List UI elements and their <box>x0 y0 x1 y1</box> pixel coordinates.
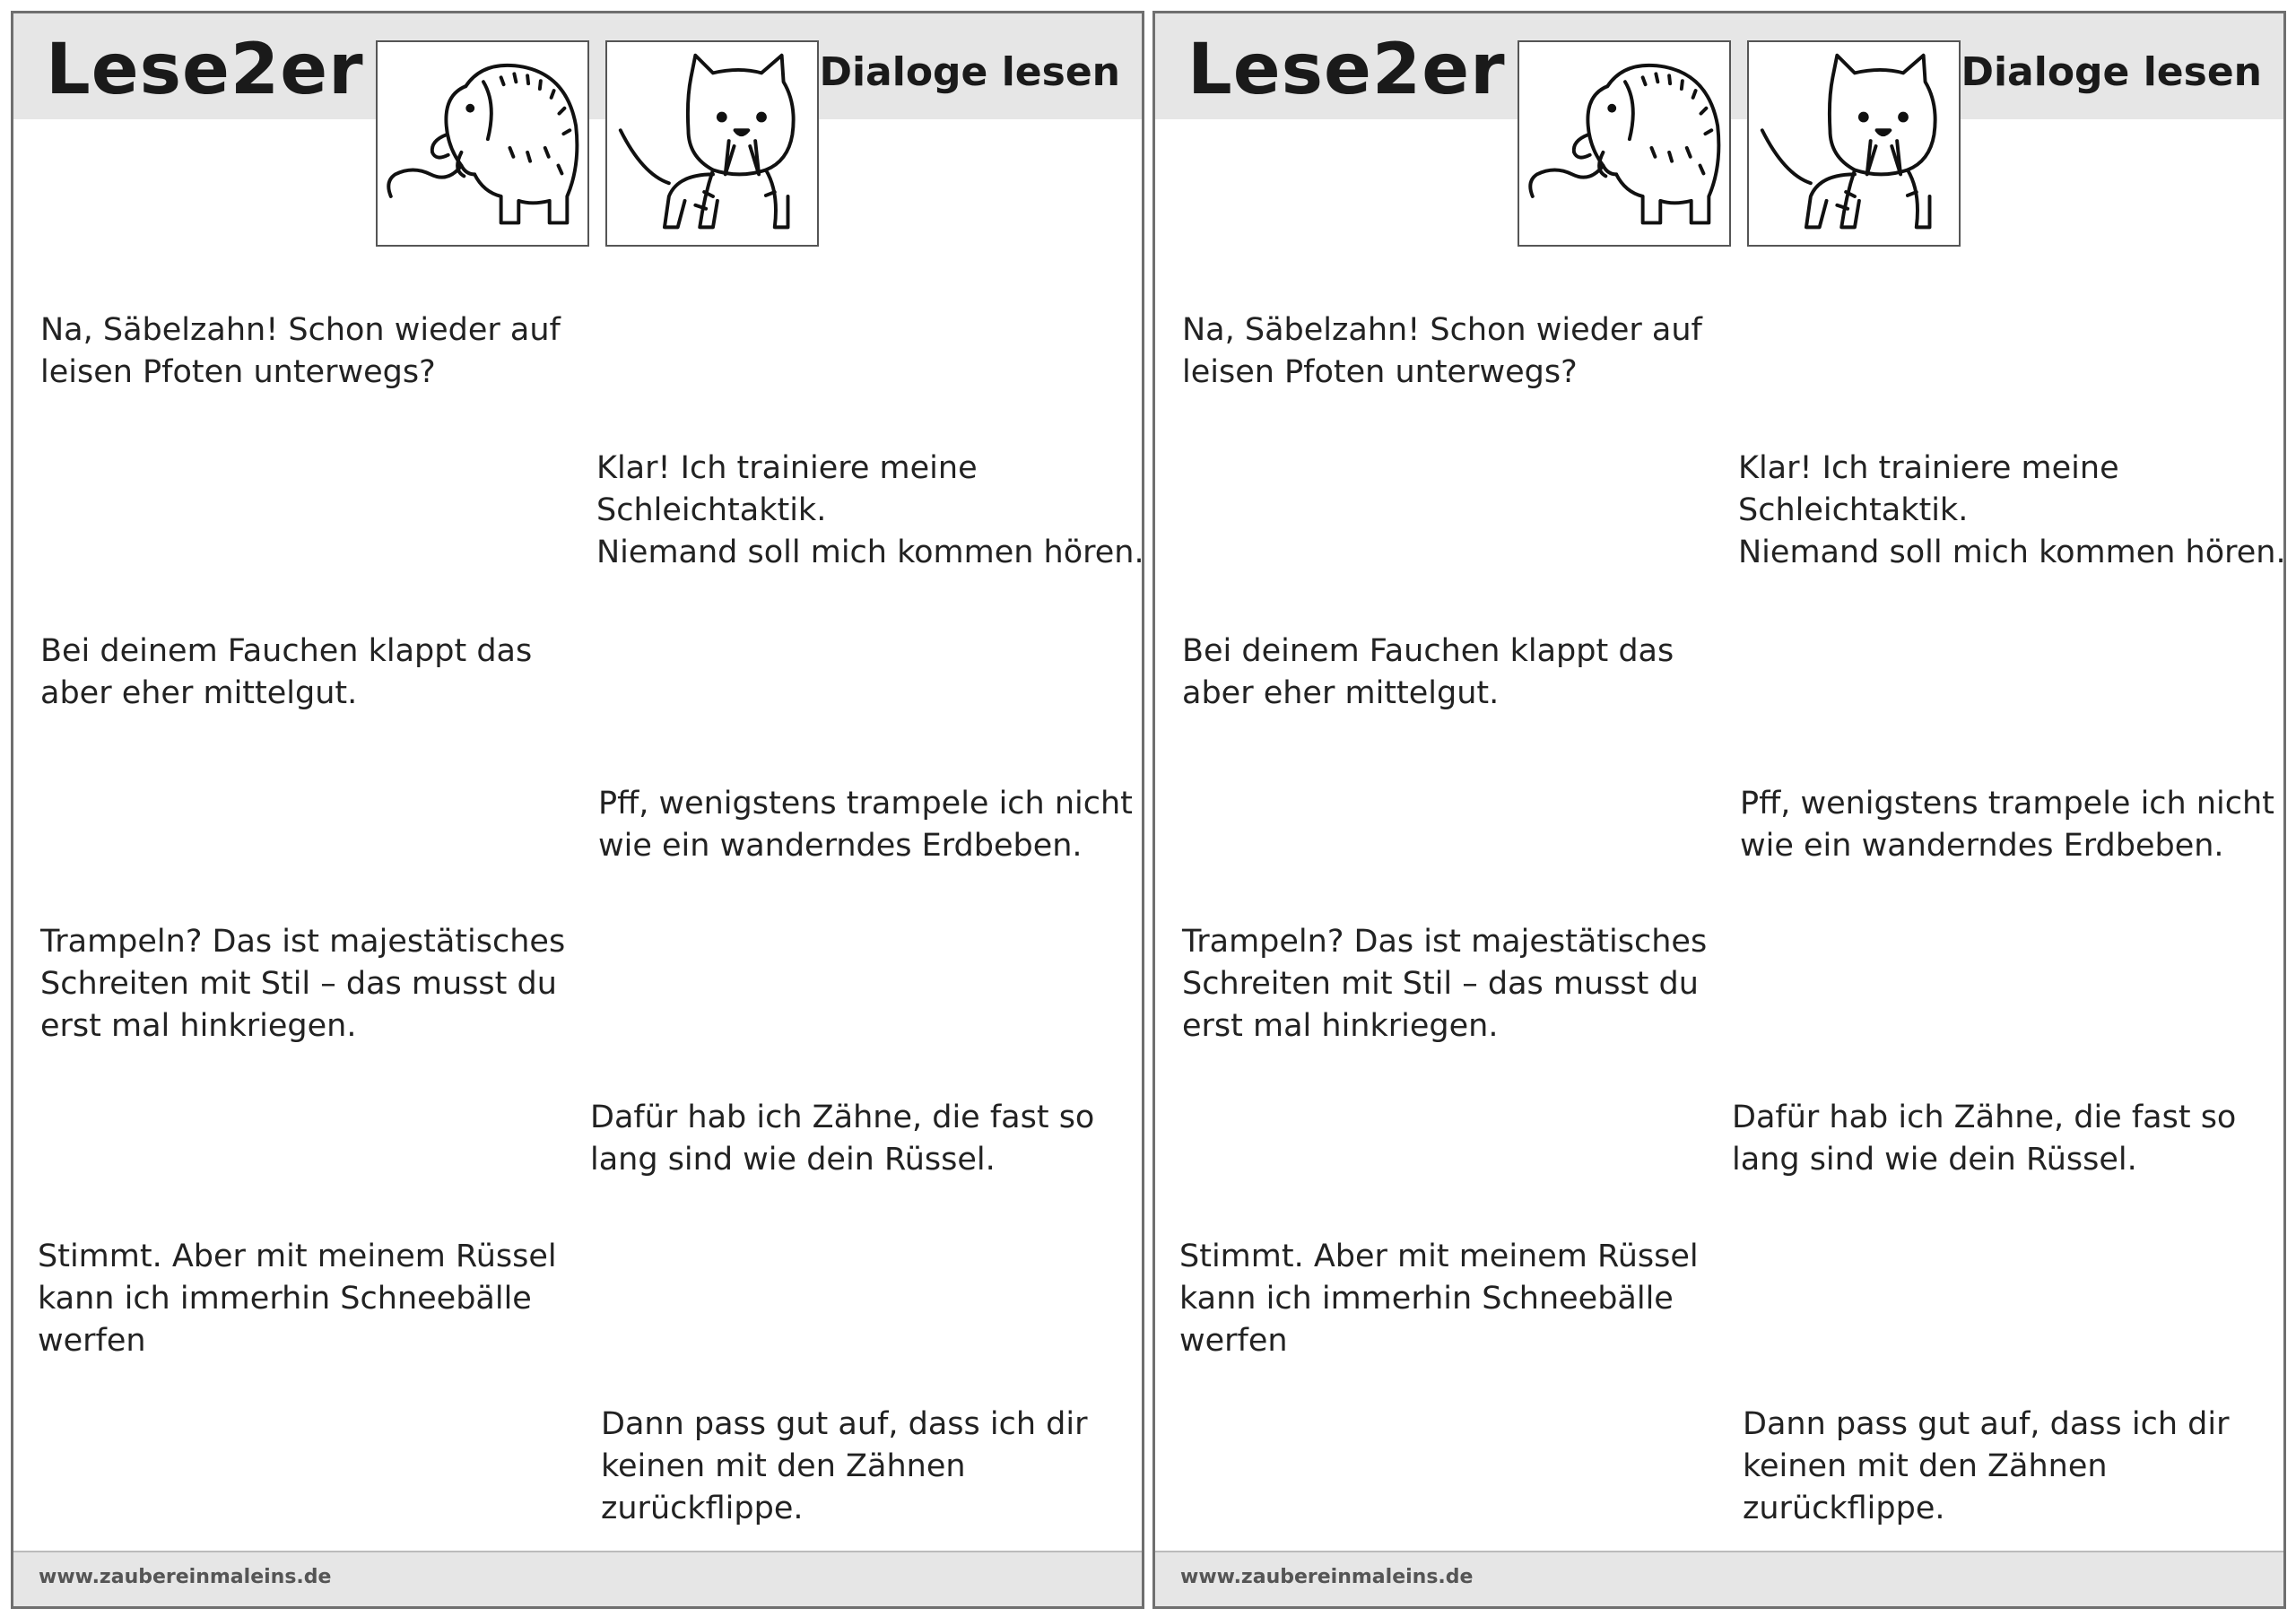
brand-title: Lese2er <box>1187 30 1506 110</box>
dialogue-line: aber eher mittelgut. <box>1182 675 1500 711</box>
dialogue-line: Niemand soll mich kommen hören. <box>596 535 1144 570</box>
mammoth-picture-frame <box>376 40 589 247</box>
dialogue-line: Na, Säbelzahn! Schon wieder auf <box>40 312 561 348</box>
dialogue-line: Schreiten mit Stil – das musst du <box>1182 966 1699 1002</box>
dialogue-line: Pff, wenigstens trampele ich nicht <box>598 786 1133 822</box>
dialogue-line: leisen Pfoten unterwegs? <box>40 354 436 390</box>
worksheet-subtitle: Dialoge lesen <box>1961 49 2262 95</box>
dialogue-line: Trampeln? Das ist majestätisches <box>40 924 566 960</box>
dialogue-line: werfen <box>1179 1323 1288 1359</box>
sabertooth-tiger-icon <box>607 42 817 245</box>
dialogue-line: kann ich immerhin Schneebälle <box>1179 1281 1674 1317</box>
worksheet-left <box>11 11 1144 1609</box>
dialogue-line: Dafür hab ich Zähne, die fast so <box>1732 1100 2237 1135</box>
mammoth-icon <box>378 42 587 245</box>
dialogue-line: Bei deinem Fauchen klappt das <box>40 633 533 669</box>
dialogue-line: zurückflippe. <box>601 1491 804 1526</box>
tiger-picture-frame <box>1747 40 1961 247</box>
dialogue-line: erst mal hinkriegen. <box>40 1008 357 1044</box>
mammoth-icon <box>1519 42 1729 245</box>
dialogue-line: werfen <box>38 1323 146 1359</box>
dialogue-line: Na, Säbelzahn! Schon wieder auf <box>1182 312 1702 348</box>
dialogue-line: Schleichtaktik. <box>596 492 827 528</box>
dialogue-line: keinen mit den Zähnen <box>601 1448 966 1484</box>
dialogue-line: leisen Pfoten unterwegs? <box>1182 354 1578 390</box>
footer-band <box>1155 1551 2283 1606</box>
dialogue-line: lang sind wie dein Rüssel. <box>1732 1142 2137 1178</box>
dialogue-line: Pff, wenigstens trampele ich nicht <box>1740 786 2274 822</box>
dialogue-line: aber eher mittelgut. <box>40 675 358 711</box>
tiger-picture-frame <box>605 40 819 247</box>
dialogue-line: Trampeln? Das ist majestätisches <box>1182 924 1708 960</box>
dialogue-line: Schreiten mit Stil – das musst du <box>40 966 557 1002</box>
worksheet-subtitle: Dialoge lesen <box>819 49 1120 95</box>
worksheet-right <box>1152 11 2286 1609</box>
footer-band <box>13 1551 1142 1606</box>
dialogue-line: Dafür hab ich Zähne, die fast so <box>590 1100 1095 1135</box>
dialogue-line: Dann pass gut auf, dass ich dir <box>601 1406 1088 1442</box>
dialogue-line: Schleichtaktik. <box>1738 492 1969 528</box>
dialogue-line: Klar! Ich trainiere meine <box>1738 450 2119 486</box>
footer-url[interactable]: www.zaubereinmaleins.de <box>39 1566 332 1588</box>
dialogue-line: wie ein wanderndes Erdbeben. <box>598 828 1083 864</box>
dialogue-line: zurückflippe. <box>1743 1491 1945 1526</box>
dialogue-line: Stimmt. Aber mit meinem Rüssel <box>38 1239 557 1274</box>
dialogue-line: Klar! Ich trainiere meine <box>596 450 978 486</box>
dialogue-line: Dann pass gut auf, dass ich dir <box>1743 1406 2230 1442</box>
footer-url[interactable]: www.zaubereinmaleins.de <box>1180 1566 1474 1588</box>
dialogue-line: wie ein wanderndes Erdbeben. <box>1740 828 2224 864</box>
dialogue-line: kann ich immerhin Schneebälle <box>38 1281 532 1317</box>
dialogue-line: keinen mit den Zähnen <box>1743 1448 2108 1484</box>
dialogue-line: Bei deinem Fauchen klappt das <box>1182 633 1674 669</box>
dialogue-line: erst mal hinkriegen. <box>1182 1008 1499 1044</box>
dialogue-line: lang sind wie dein Rüssel. <box>590 1142 996 1178</box>
sabertooth-tiger-icon <box>1749 42 1959 245</box>
dialogue-line: Niemand soll mich kommen hören. <box>1738 535 2286 570</box>
mammoth-picture-frame <box>1518 40 1731 247</box>
dialogue-line: Stimmt. Aber mit meinem Rüssel <box>1179 1239 1699 1274</box>
brand-title: Lese2er <box>46 30 364 110</box>
